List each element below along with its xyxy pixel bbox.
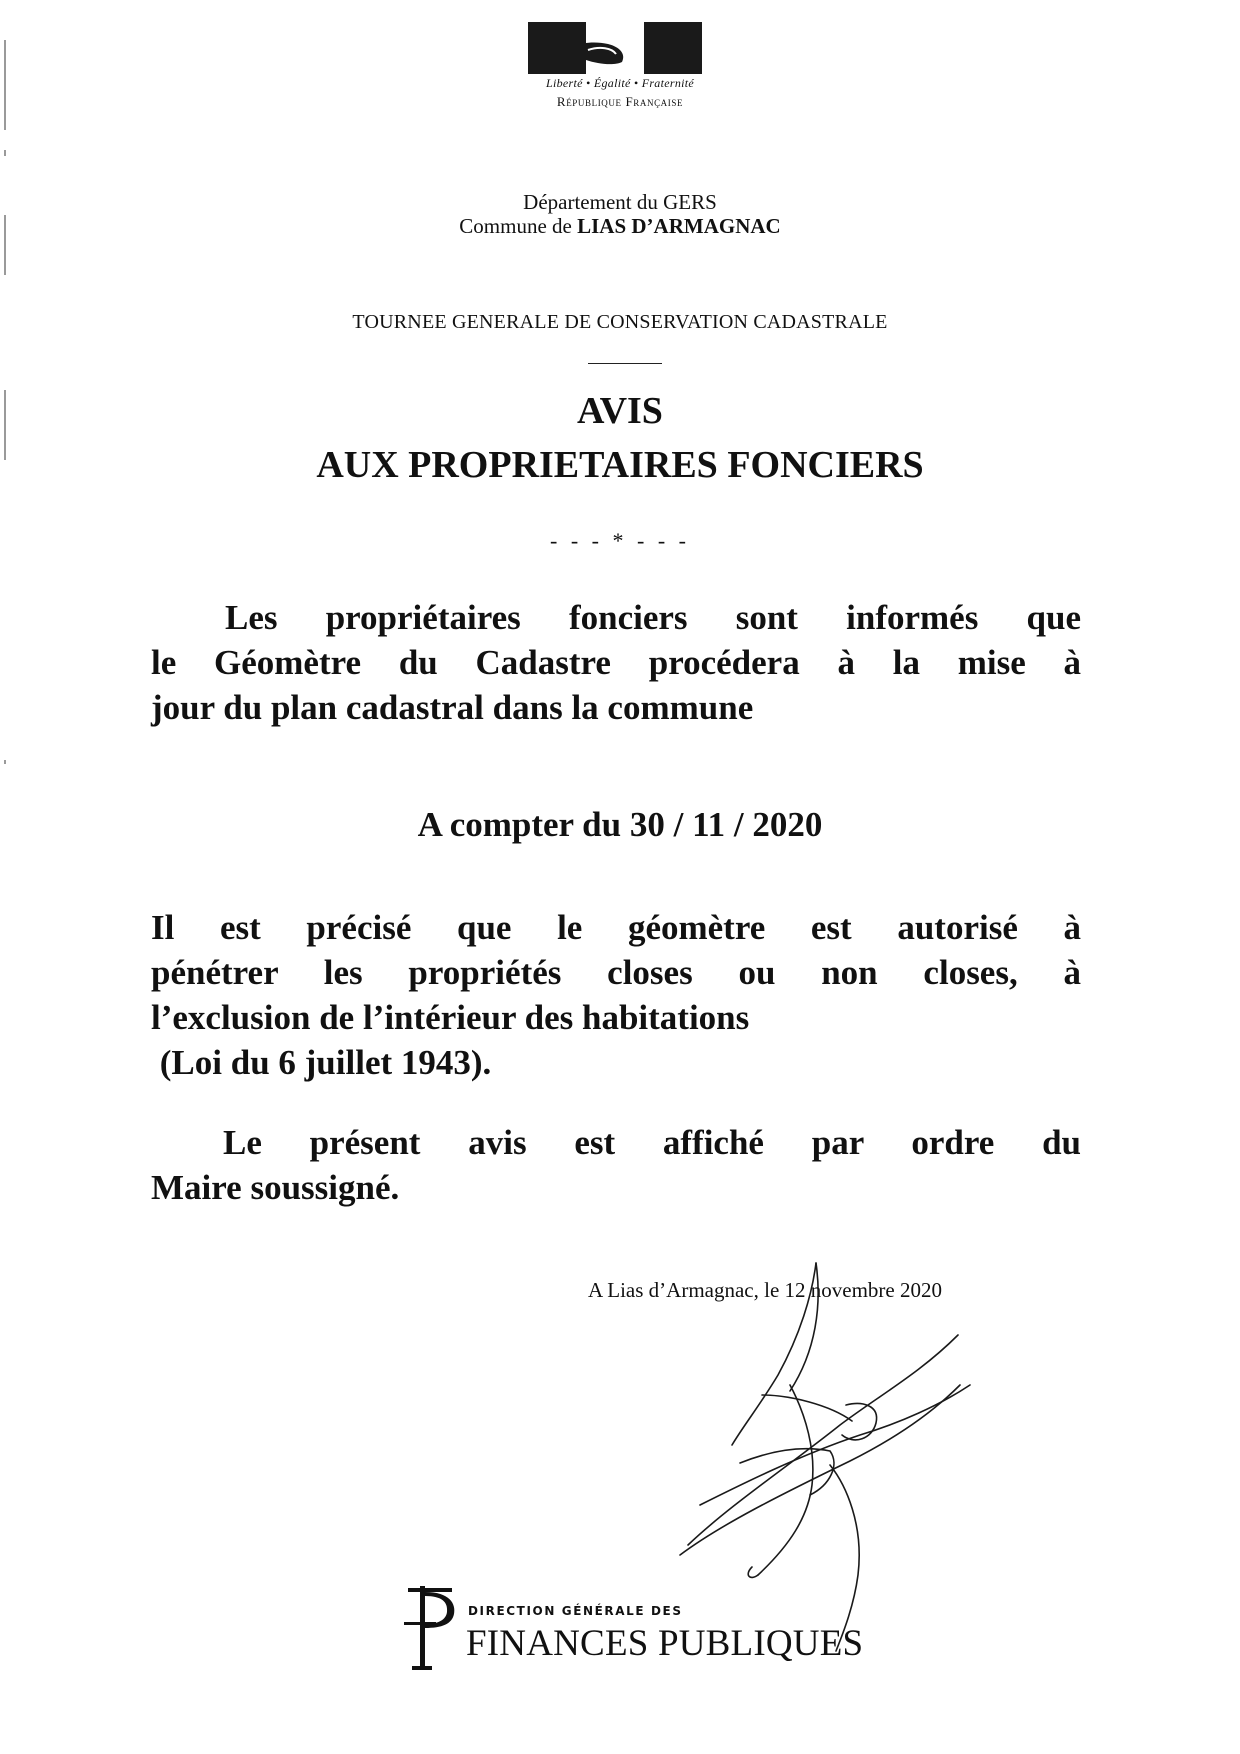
tour-title: TOURNEE GENERALE DE CONSERVATION CADASTRALE	[352, 311, 888, 333]
notice-title: AVIS	[577, 390, 663, 432]
paragraph-line: Maire soussigné.	[151, 1168, 400, 1207]
paragraph-line: pénétrer les propriétés closes ou non closes, à	[151, 953, 1081, 992]
paragraph-mayor-order	[151, 1120, 1081, 1210]
marianne-icon	[528, 22, 702, 74]
paragraph-line: l’exclusion de l’intérieur des habitations	[151, 998, 750, 1037]
commune-line	[0, 214, 1240, 239]
paragraph-line: Les propriétaires fonciers sont informés que	[225, 598, 1081, 637]
dgfip-logo	[398, 1582, 864, 1682]
separator: - - - * - - -	[550, 528, 690, 553]
paragraph-line: jour du plan cadastral dans la commune	[151, 688, 754, 727]
notice-subtitle: AUX PROPRIETAIRES FONCIERS	[316, 444, 924, 486]
paragraph-information	[151, 595, 1081, 730]
paragraph-line: Il est précisé que le géomètre est autorisé à	[151, 908, 1081, 947]
dgfip-org-small: DIRECTION GÉNÉRALE DES	[468, 1604, 683, 1618]
paragraph-line: le Géomètre du Cadastre procédera à la mise à	[151, 643, 1081, 682]
scan-artifact	[4, 760, 6, 764]
signature-place-date: A Lias d’Armagnac, le 12 novembre 2020	[588, 1278, 942, 1302]
start-date-line: A compter du 30 / 11 / 2020	[417, 805, 823, 844]
department-prefix: Département du	[523, 190, 658, 214]
department-name: GERS	[663, 190, 717, 214]
logo-republic-text: République Française	[556, 94, 684, 109]
dgfip-emblem-icon	[398, 1582, 458, 1674]
logo-motto: Liberté • Égalité • Fraternité	[545, 76, 695, 90]
commune-name: LIAS D’ARMAGNAC	[577, 214, 781, 238]
paragraph-line: (Loi du 6 juillet 1943).	[151, 1043, 492, 1082]
commune-prefix: Commune de	[459, 214, 572, 238]
dgfip-org-large: FINANCES PUBLIQUES	[466, 1623, 864, 1664]
republique-francaise-logo	[520, 22, 720, 114]
divider	[588, 363, 662, 364]
department-line	[0, 190, 1240, 215]
paragraph-line: Le présent avis est affiché par ordre du	[223, 1123, 1081, 1162]
paragraph-authorization	[151, 905, 1081, 1085]
scan-artifact	[4, 40, 6, 130]
scan-artifact	[4, 150, 6, 156]
